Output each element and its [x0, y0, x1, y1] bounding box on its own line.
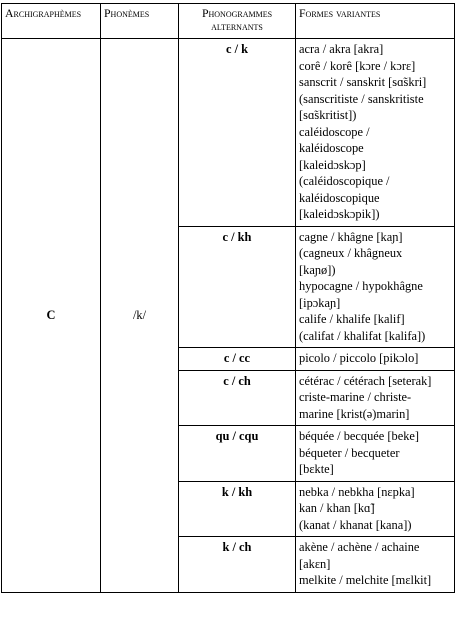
phoneme-cell: /k/ [101, 39, 179, 593]
phonogram-cell: c / k [179, 39, 296, 227]
form-line: [ipɔkaɲ] [299, 295, 341, 310]
forms-cell [296, 426, 455, 482]
forms-cell [296, 226, 455, 348]
form-line: akène / achène / achaine [299, 540, 420, 554]
form-line: [sɑ̃skritist]) [299, 108, 357, 122]
forms-cell [296, 481, 455, 537]
form-line: corê / korê [kɔre / kɔrɛ] [299, 58, 416, 73]
form-line: cagne / khâgne [kaɲ] [299, 229, 403, 244]
form-line: (kanat / khanat [kana]) [299, 517, 412, 532]
form-line: [kaleidɔskɔpik]) [299, 207, 380, 221]
form-line: [kaɲø]) [299, 262, 336, 277]
form-line: (caléidoscopique / [299, 174, 390, 188]
form-line: (califat / khalifat [kalifa]) [299, 328, 426, 343]
form-line: acra / akra [akra] [299, 42, 384, 56]
form-line: sanscrit / sanskrit [sɑ̃skri] [299, 75, 427, 89]
form-line: kan / khan [kɑ̃] [299, 501, 375, 515]
phonogram-cell: k / ch [179, 537, 296, 593]
form-line: melkite / melchite [mɛlkit] [299, 573, 432, 587]
form-line: [bɛkte] [299, 462, 334, 476]
phonogram-cell: k / kh [179, 481, 296, 537]
form-line: caléidoscope / [299, 124, 370, 139]
header-phonogrammes: Phonogrammes alternants [179, 4, 296, 39]
phonogram-cell: c / ch [179, 370, 296, 426]
variant-forms-table [1, 3, 455, 593]
form-line: calife / khalife [kalif] [299, 312, 405, 326]
form-line: criste-marine / christe- [299, 390, 412, 404]
form-line: (cagneux / khâgneux [299, 246, 403, 260]
form-line: nebka / nebkha [nɛpka] [299, 484, 415, 499]
form-line: kaléidoscopique [299, 190, 380, 205]
table-body [2, 39, 455, 593]
forms-cell [296, 348, 455, 371]
form-line: picolo / piccolo [pikɔlo] [299, 351, 419, 365]
form-line: kaléidoscope [299, 141, 364, 155]
form-line: (sanscritiste / sanskritiste [299, 91, 424, 106]
header-row [2, 4, 455, 39]
phonogram-cell: qu / cqu [179, 426, 296, 482]
phonogram-cell: c / kh [179, 226, 296, 348]
header-formes-variantes: Formes variantes [296, 4, 455, 39]
forms-cell [296, 370, 455, 426]
form-line: béquée / becquée [beke] [299, 429, 420, 443]
form-line: béqueter / becqueter [299, 445, 400, 460]
archigrapheme-cell: C [2, 39, 101, 593]
form-line: hypocagne / hypokhâgne [299, 279, 423, 293]
header-archigraphemes: Archigraphèmes [2, 4, 101, 39]
form-line: [akɛn] [299, 556, 331, 571]
table-row [2, 39, 455, 227]
forms-cell [296, 537, 455, 593]
form-line: marine [krist(ə)marin] [299, 406, 410, 421]
form-line: [kaleidɔskɔp] [299, 157, 366, 172]
phonogram-cell: c / cc [179, 348, 296, 371]
header-phonemes: Phonèmes [101, 4, 179, 39]
form-line: cétérac / cétérach [seterak] [299, 373, 432, 388]
forms-cell [296, 39, 455, 227]
